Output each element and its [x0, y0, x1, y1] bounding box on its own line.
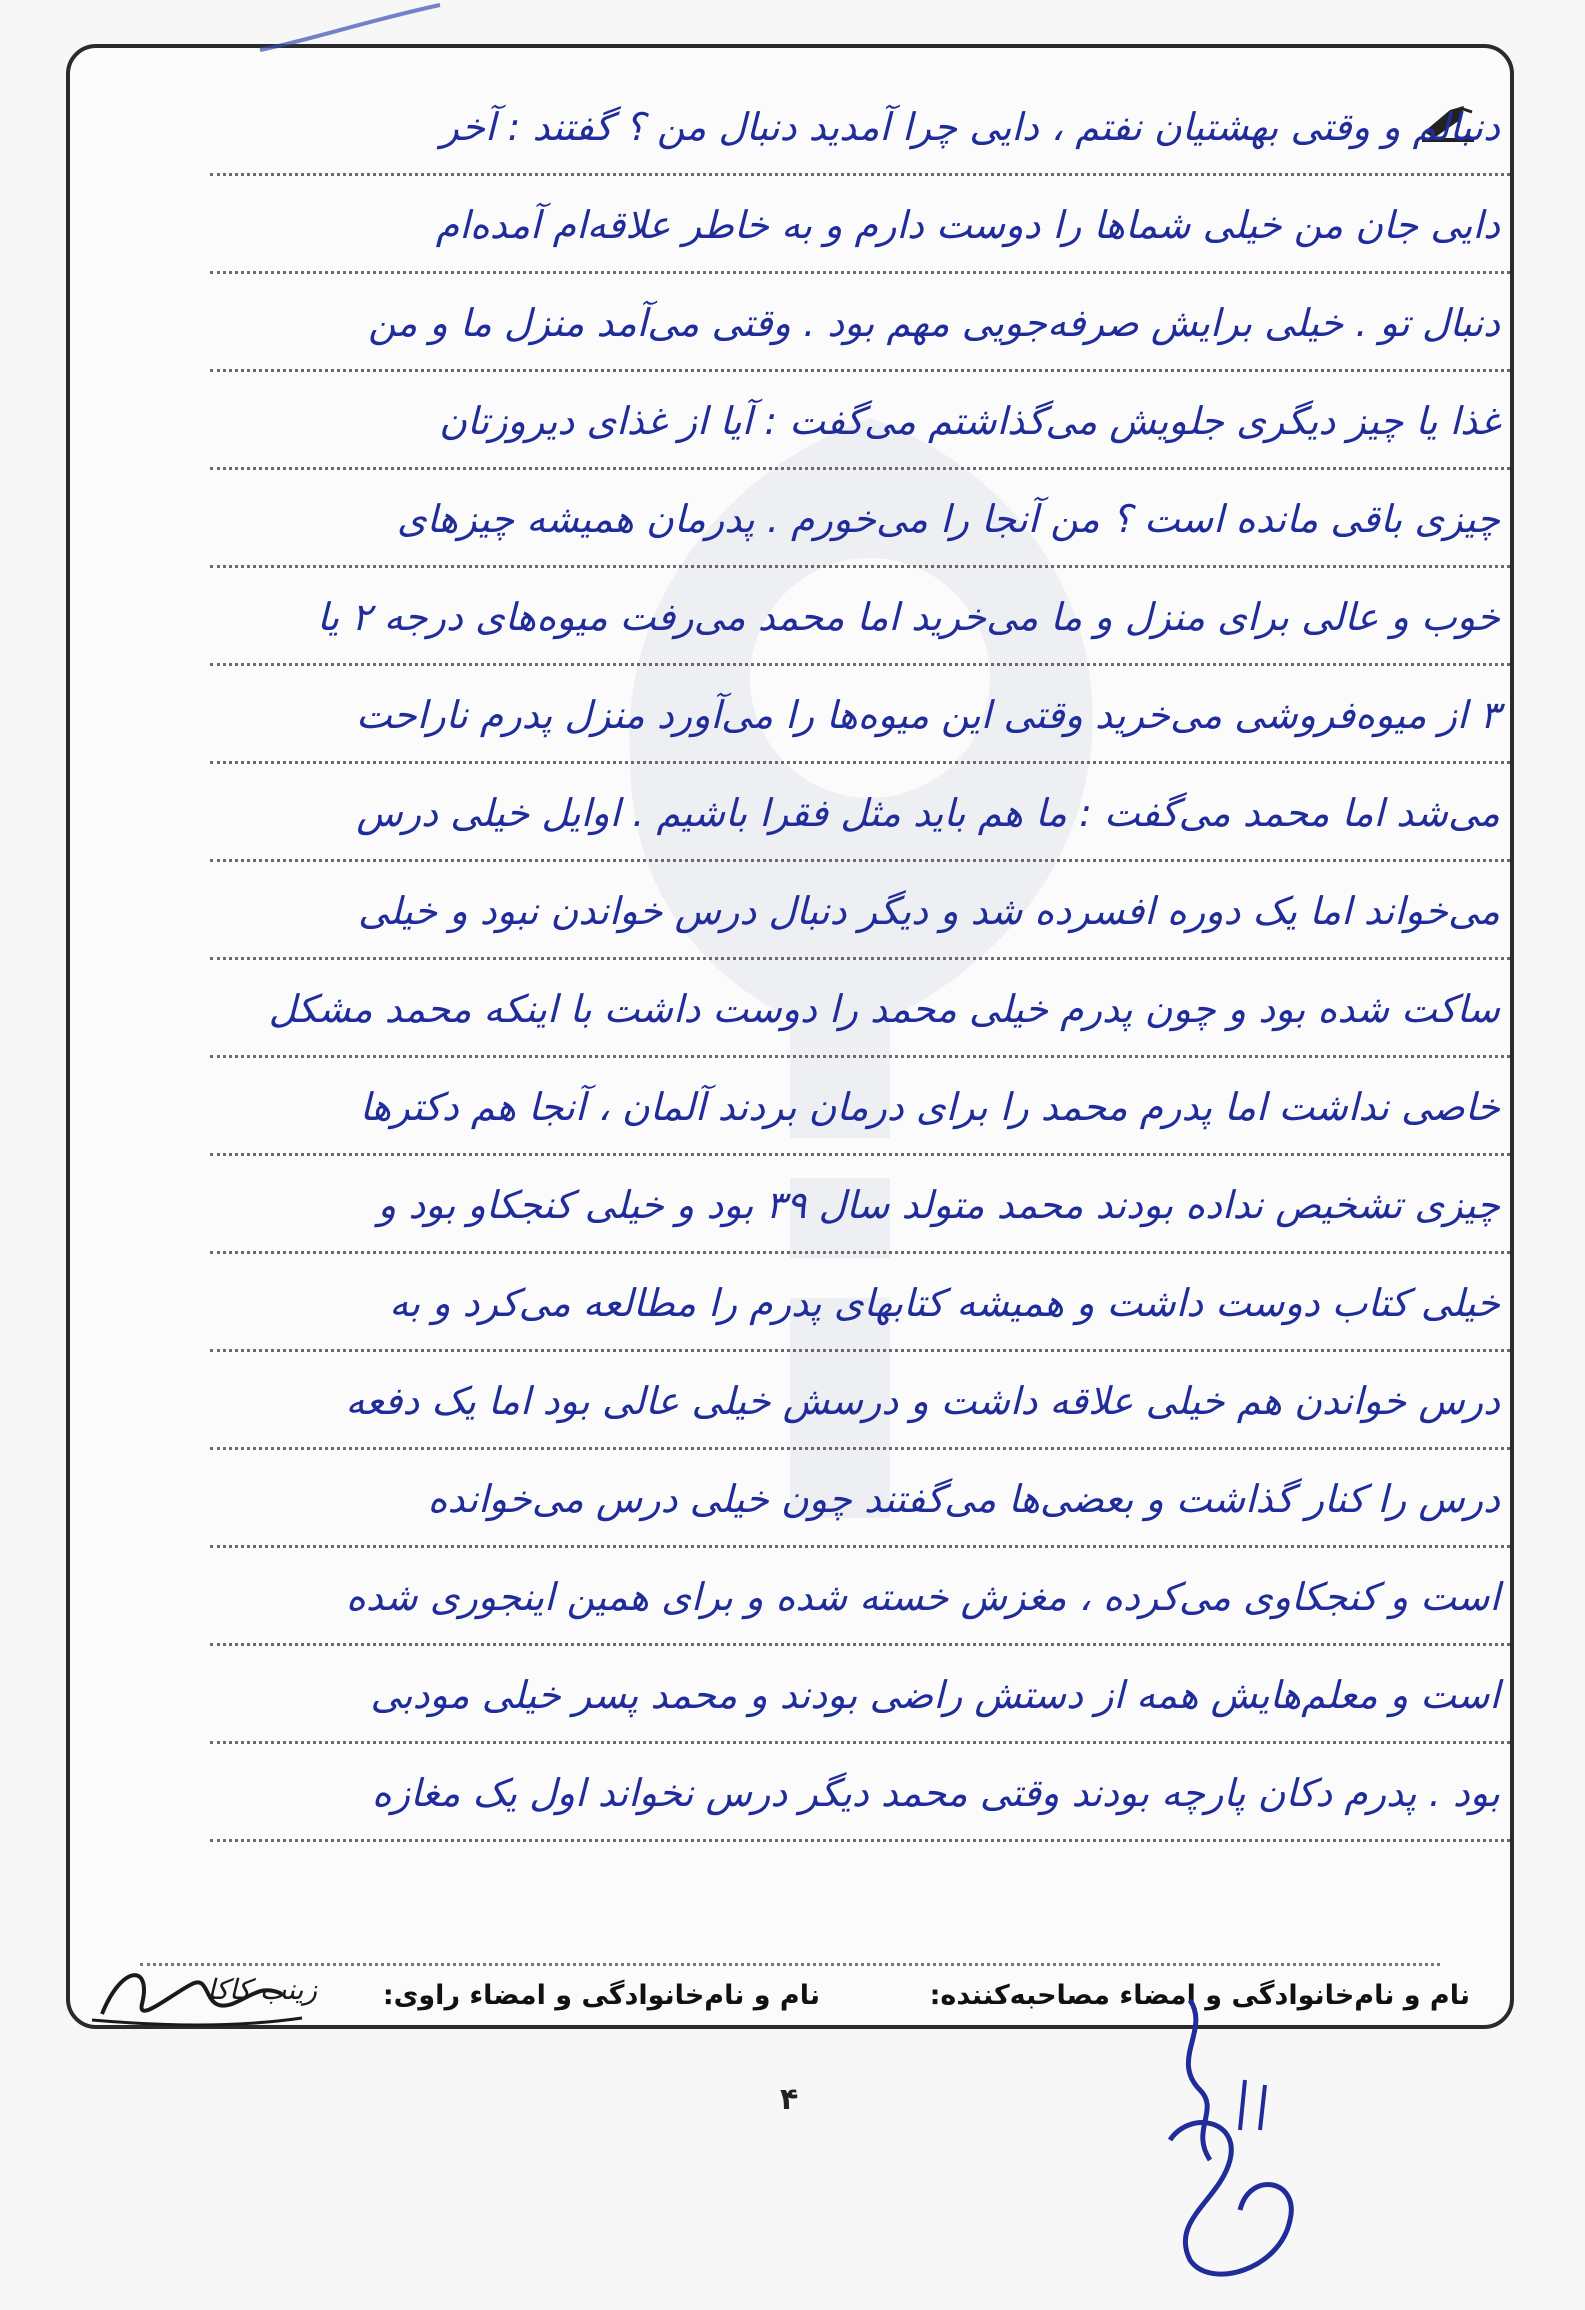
stray-ink-stroke — [250, 0, 450, 60]
handwritten-line: چیزی باقی مانده است ؟ من آنجا را می‌خورم . پدرمان همیشه چیزهای — [210, 470, 1510, 568]
handwritten-line: ۳ از میوه‌فروشی می‌خرید وقتی این میوه‌ها را می‌آورد منزل پدرم ناراحت — [210, 666, 1510, 764]
interviewer-signature — [1130, 1990, 1330, 2300]
handwritten-lines — [210, 48, 1530, 2025]
handwritten-line: غذا یا چیز دیگری جلویش می‌گذاشتم می‌گفت : آیا از غذای دیروزتان — [210, 372, 1510, 470]
narrator-signature — [82, 1954, 392, 2034]
page-number: ۴ — [780, 2082, 799, 2117]
narrator-signature-text: زینب کاکا — [207, 1973, 317, 2006]
handwritten-line: چیزی تشخیص نداده بودند محمد متولد سال ۳۹ بود و خیلی کنجکاو بود و — [210, 1156, 1510, 1254]
handwritten-line: خاصی نداشت اما پدرم محمد را برای درمان بردند آلمان ، آنجا هم دکترها — [210, 1058, 1510, 1156]
handwritten-line: ساکت شده بود و چون پدرم خیلی محمد را دوست داشت با اینکه محمد مشکل — [210, 960, 1510, 1058]
narrator-signature-label: نام و نام‌خانوادگی و امضاء راوی: — [382, 1980, 820, 2011]
handwritten-line: است و معلم‌هایش همه از دستش راضی بودند و محمد پسر خیلی مودبی — [210, 1646, 1510, 1744]
page-frame — [66, 44, 1514, 2029]
handwritten-line: دنبالم و وقتی بهشتیان نفتم ، دایی چرا آمدید دنبال من ؟ گفتند : آخر — [210, 78, 1510, 176]
handwritten-line: می‌خواند اما یک دوره افسرده شد و دیگر دنبال درس خواندن نبود و خیلی — [210, 862, 1510, 960]
handwritten-line: بود . پدرم دکان پارچه بودند وقتی محمد دیگر درس نخواند اول یک مغازه — [210, 1744, 1510, 1842]
handwritten-line: خیلی کتاب دوست داشت و همیشه کتابهای پدرم را مطالعه می‌کرد و به — [210, 1254, 1510, 1352]
interviewer-signature-label: نام و نام‌خانوادگی و امضاء مصاحبه‌کننده: — [929, 1980, 1470, 2011]
handwritten-line: دنبال تو . خیلی برایش صرفه‌جویی مهم بود . وقتی می‌آمد منزل ما و من — [210, 274, 1510, 372]
handwritten-line: درس را کنار گذاشت و بعضی‌ها می‌گفتند چون خیلی درس می‌خوانده — [210, 1450, 1510, 1548]
handwritten-line: است و کنجکاوی می‌کرده ، مغزش خسته شده و برای همین اینجوری شده — [210, 1548, 1510, 1646]
handwritten-line: خوب و عالی برای منزل و ما می‌خرید اما محمد می‌رفت میوه‌های درجه ۲ یا — [210, 568, 1510, 666]
handwritten-line: دایی جان من خیلی شماها را دوست دارم و به خاطر علاقه‌ام آمده‌ام — [210, 176, 1510, 274]
handwritten-line: می‌شد اما محمد می‌گفت : ما هم باید مثل فقرا باشیم . اوایل خیلی درس — [210, 764, 1510, 862]
handwritten-line: درس خواندن هم خیلی علاقه داشت و درسش خیلی عالی بود اما یک دفعه — [210, 1352, 1510, 1450]
